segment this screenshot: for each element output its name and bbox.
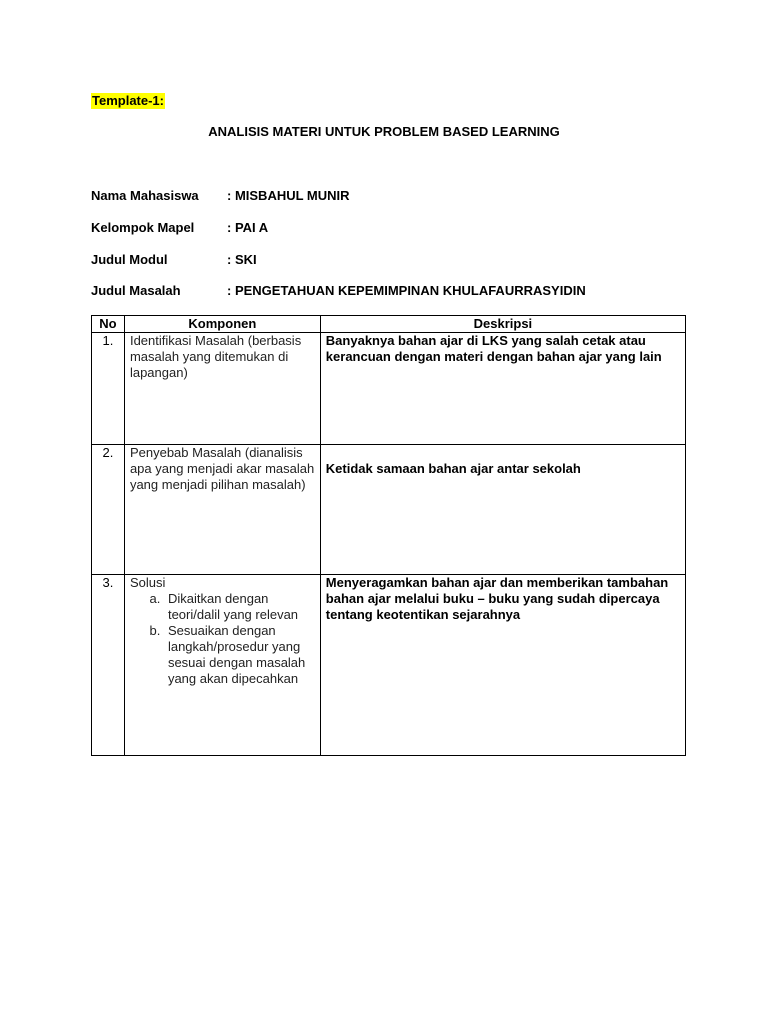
row-deskripsi: Banyaknya bahan ajar di LKS yang salah cetak atau kerancuan dengan materi dengan bahan ajar yang lain (320, 333, 685, 445)
row-deskripsi-cell (320, 445, 685, 575)
meta-label: Judul Masalah (91, 283, 181, 298)
row-komponen: Penyebab Masalah (dianalisis apa yang menjadi akar masalah yang menjadi pilihan masalah) (124, 445, 320, 575)
row-number: 1. (92, 333, 125, 445)
template-label: Template-1: (92, 93, 164, 108)
meta-row-masalah (91, 283, 586, 299)
row-number: 3. (92, 575, 125, 756)
analysis-table (91, 315, 686, 756)
header-no: No (92, 316, 125, 333)
meta-label: Kelompok Mapel (91, 220, 195, 235)
table-row (92, 333, 686, 445)
meta-value: : PENGETAHUAN KEPEMIMPINAN KHULAFAURRASYIDIN (227, 283, 586, 298)
meta-value: : MISBAHUL MUNIR (227, 188, 350, 203)
row-komponen: Solusi (129, 575, 166, 590)
table-row (92, 575, 686, 756)
list-item: a. Dikaitkan dengan teori/dalil yang relevan (164, 591, 315, 623)
row-komponen-cell (124, 575, 320, 756)
meta-label: Judul Modul (91, 252, 168, 267)
row-komponen: Identifikasi Masalah (berbasis masalah yang ditemukan di lapangan) (124, 333, 320, 445)
solusi-sub-list (130, 591, 315, 687)
row-deskripsi: Ketidak samaan bahan ajar antar sekolah (325, 461, 581, 476)
header-komponen: Komponen (124, 316, 320, 333)
list-item: b. Sesuaikan dengan langkah/prosedur yang sesuai dengan masalah yang akan dipecahkan (164, 623, 315, 687)
table-row (92, 445, 686, 575)
meta-label: Nama Mahasiswa (91, 188, 199, 203)
table-header-row (92, 316, 686, 333)
meta-value: : SKI (227, 252, 257, 267)
row-deskripsi: Menyeragamkan bahan ajar dan memberikan tambahan bahan ajar melalui buku – buku yang sudah dipercaya tentang keotentikan sejarahnya (320, 575, 685, 756)
meta-row-nama (91, 188, 350, 204)
meta-row-kelompok (91, 220, 268, 236)
header-deskripsi: Deskripsi (320, 316, 685, 333)
row-number: 2. (92, 445, 125, 575)
meta-row-modul (91, 252, 257, 268)
meta-value: : PAI A (227, 220, 269, 235)
document-title: ANALISIS MATERI UNTUK PROBLEM BASED LEARNING (208, 124, 560, 139)
